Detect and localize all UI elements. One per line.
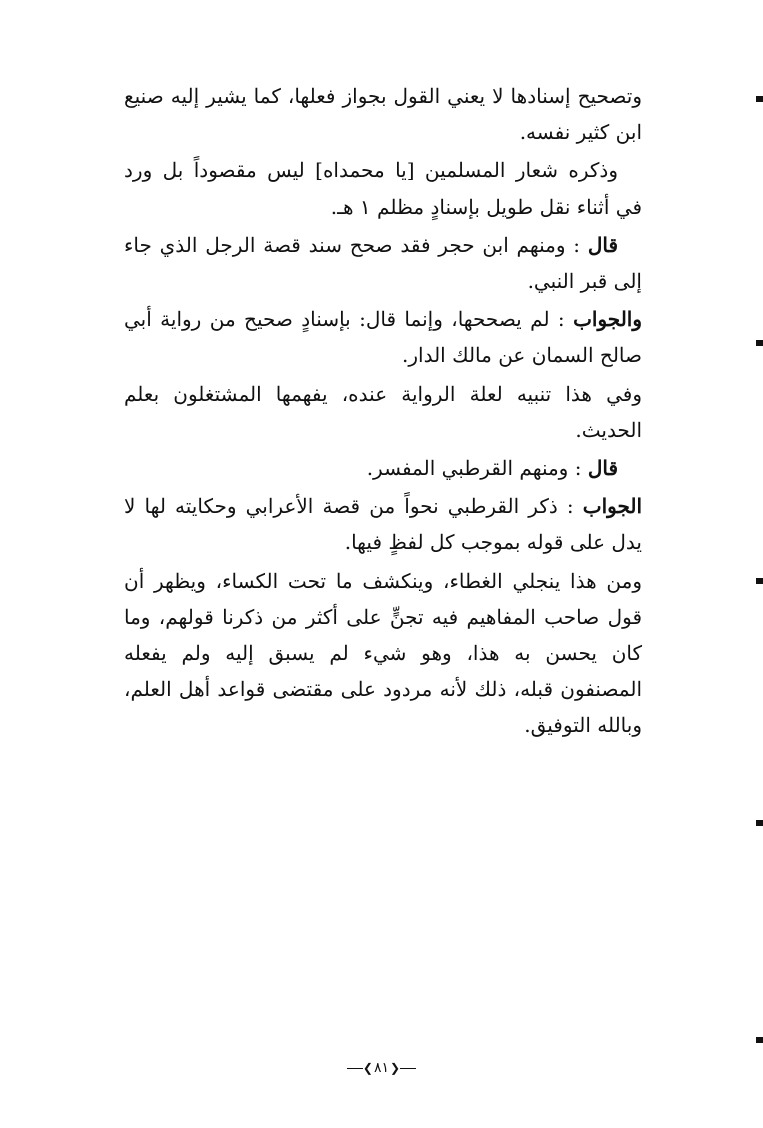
paragraph-text: ومن هذا ينجلي الغطاء، وينكشف ما تحت الكساء، ويظهر أن قول صاحب المفاهيم فيه تجنٍّ على أكثر من ذكرنا قولهم، وما كان يحسن به هذا، وهو شيء لم يسبق إليه ولم يفعله المصنفون قبله، ذلك لأنه مردود على مقتضى قواعد أهل العلم، وبالله التوفيق. [124,568,642,738]
edge-scan-mark [756,578,763,584]
paragraph-lead: الجواب [582,494,643,519]
edge-scan-mark [756,820,763,826]
paragraph-lead: والجواب [573,307,642,332]
paragraph-lead: قال [587,456,618,481]
ornament-bracket-right: ❯ [390,1061,401,1075]
edge-scan-mark [756,96,763,102]
page-number: ٨١ [373,1060,390,1076]
ornament-rule-right [400,1068,416,1069]
paragraph-text: : ومنهم القرطبي المفسر. [366,456,582,481]
ornament-rule-left [347,1068,363,1069]
page-number-ornament [0,1060,763,1076]
paragraph-6 [124,450,642,486]
paragraph-4 [124,301,642,373]
ornament-bracket-left: ❮ [362,1061,373,1075]
paragraph-text: : ذكر القرطبي نحواً من قصة الأعرابي وحكايته لها لا يدل على قوله بموجب كل لفظٍ فيها. [124,494,642,555]
paragraph-text: وتصحيح إسنادها لا يعني القول بجواز فعلها، كما يشير إليه صنيع ابن كثير نفسه. [124,84,642,145]
paragraph-text: : لم يصححها، وإنما قال: بإسنادٍ صحيح من رواية أبي صالح السمان عن مالك الدار. [124,307,642,368]
paragraph-3 [124,227,642,299]
paragraph-1 [124,78,642,150]
paragraph-text: وذكره شعار المسلمين [يا محمداه] ليس مقصوداً بل ورد في أثناء نقل طويل بإسنادٍ مظلم ١ هـ. [124,158,642,219]
main-text [124,78,642,744]
paragraph-2 [124,152,642,224]
paragraph-text: وفي هذا تنبيه لعلة الرواية عنده، يفهمها المشتغلون بعلم الحديث. [124,381,642,442]
edge-scan-mark [756,1037,763,1043]
edge-scan-mark [756,340,763,346]
paragraph-8 [124,563,642,744]
paragraph-lead: قال [587,232,618,257]
paragraph-7 [124,488,642,560]
paragraph-text: : ومنهم ابن حجر فقد صحح سند قصة الرجل الذي جاء إلى قبر النبي. [124,232,642,294]
paragraph-5 [124,376,642,448]
